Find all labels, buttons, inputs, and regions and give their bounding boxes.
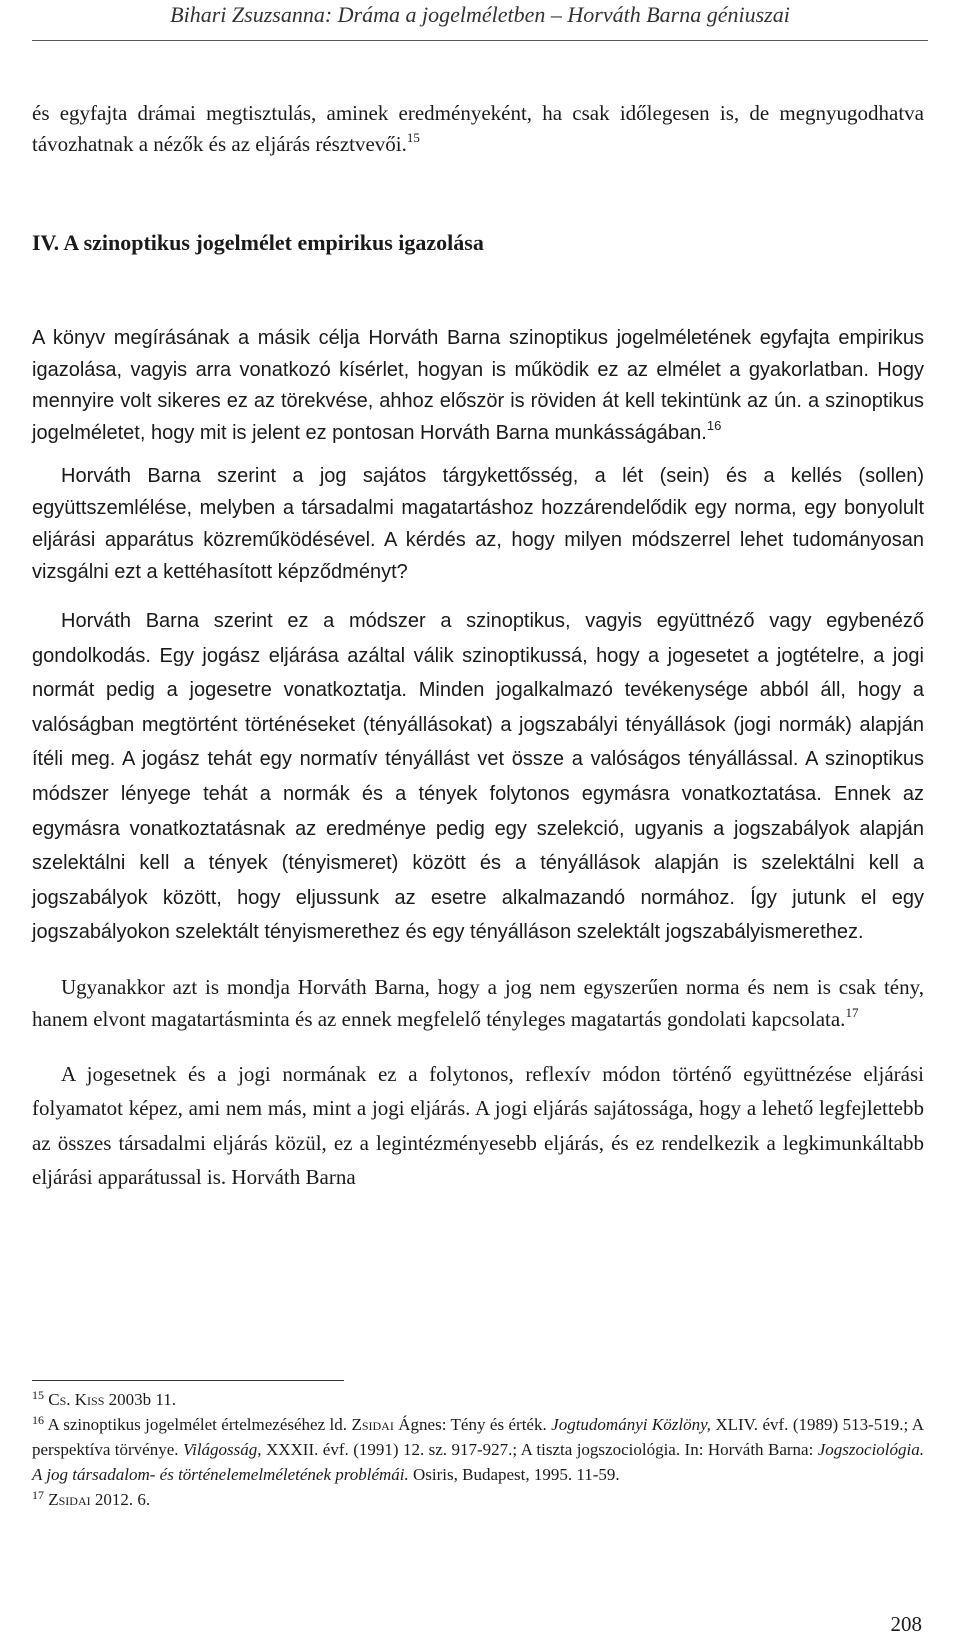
section-heading: IV. A szinoptikus jogelmélet empirikus igazolása bbox=[32, 230, 484, 255]
paragraph-4-text: Ugyanakkor azt is mondja Horváth Barna, hogy a jog nem egyszerűen norma és nem is csak tény, hanem elvont magatartásminta és az ennek megfelelő tényleges magatartás gondolati kapcsolata. bbox=[32, 974, 924, 1031]
paragraph-4 bbox=[32, 971, 924, 1035]
book-title: Jogszociológia. A jog társadalom- és történelemelméletének problémái. bbox=[32, 1440, 924, 1484]
journal-title: Világosság, bbox=[182, 1440, 262, 1459]
paragraph-3: Horváth Barna szerint ez a módszer a szinoptikus, vagyis együttnéző vagy egybenéző gondolkodás. Egy jogász eljárása azáltal válik szinoptikussá, hogy a jogesetet a jogtételre, a jogi normát pedig a jogesetre vonatkoztatja. Minden jogalkalmazó tevékenysége abból áll, hogy a valóságban megtörtént történéseket (tényállásokat) a jogszabályi tényállások (jogi normák) alapján ítéli meg. A jogász tehát egy normatív tényállást vet össze a valóságos tényállással. A szinoptikus módszer lényege tehát a normák és a tények folytonos egymásra vonatkoztatása. Ennek az egymásra vonatkoztatásnak az eredménye pedig egy szelekció, ugyanis a jogszabályok alapján szelektálni kell a tények (tényismeret) között és a tényállások alapján is szelektálni kell a jogszabályok között, hogy eljussunk az esetre alkalmazandó normához. Így jutunk el egy jogszabályokon szelektált tényismerethez és egy tényálláson szelektált jogszabályismerethez. bbox=[32, 610, 924, 944]
footnote-ref-17[interactable]: 17 bbox=[845, 1004, 859, 1020]
running-header: Bihari Zsuzsanna: Dráma a jogelméletben – Horváth Barna géniuszai bbox=[170, 2, 790, 27]
footnote-text: A szinoptikus jogelmélet értelmezéséhez ld. bbox=[44, 1415, 352, 1434]
header-rule bbox=[32, 40, 928, 41]
main-text bbox=[32, 323, 924, 1195]
footnote-author: Zsidai bbox=[48, 1490, 91, 1509]
footnote-text: 2012. 6. bbox=[90, 1490, 151, 1509]
paragraph-1-part-b: a szinoptikus jogelméletet, hogy mit is jelent ez pontosan Horváth Barna munkásságában. bbox=[32, 390, 924, 444]
paragraph-1-part-a: A könyv megírásának a másik célja Horváth Barna szinoptikus jogelméletének egyfajta empirikus igazolása, vagyis arra vonatkozó kísérlet, hogyan is működik ez az elmélet a gyakorlatban. Hogy mennyire volt sikeres ez az törekvése, ahhoz először is röviden át kell tekintünk az ún. bbox=[32, 327, 924, 412]
intro-text: és egyfajta drámai megtisztulás, aminek eredményeként, ha csak időlegesen is, de megnyugodhatva távozhatnak a nézők és az eljárás résztvevői. bbox=[32, 101, 924, 156]
footnote-rule bbox=[32, 1380, 344, 1381]
intro-paragraph bbox=[32, 98, 924, 160]
paragraph-5: A jogesetnek és a jogi normának ez a folytonos, reflexív módon történő együttnézése eljárási folyamatot képez, ami nem más, mint a jogi eljárás. A jogi eljárás sajátossága, hogy a lehető legfejlettebb az összes társadalmi eljárás közül, ez a legintézményesebb eljárás, és ez rendelkezik a legkimunkáltabb eljárási apparátussal is. Horváth Barna bbox=[32, 1061, 924, 1190]
footnote-ref-16[interactable]: 16 bbox=[706, 417, 722, 433]
footnote-text: Ágnes: Tény és érték. bbox=[393, 1415, 552, 1434]
page-number: 208 bbox=[890, 1612, 922, 1636]
footnote-author: Cs. Kiss bbox=[48, 1390, 105, 1409]
footnote-text: 2003b 11. bbox=[104, 1390, 177, 1409]
footnote-number: 16 bbox=[32, 1413, 44, 1427]
paragraph-1 bbox=[32, 323, 924, 449]
footnote-text: Osiris, Budapest, 1995. 11-59. bbox=[408, 1465, 620, 1484]
journal-title: Jogtudományi Közlöny, bbox=[551, 1415, 711, 1434]
footnote-ref-15[interactable]: 15 bbox=[406, 130, 420, 145]
footnote-text: XXXII. évf. (1991) 12. sz. 917-927.; A tiszta jogszociológia. In: Horváth Barna: bbox=[261, 1440, 818, 1459]
footnote-15 bbox=[32, 1387, 924, 1412]
footnote-text: XLIV. évf. (1989) 513-519.; A perspektíva törvénye. bbox=[32, 1415, 924, 1459]
footnote-number: 17 bbox=[32, 1488, 44, 1502]
footnote-16 bbox=[32, 1412, 924, 1487]
paragraph-2: Horváth Barna szerint a jog sajátos tárgykettősség, a lét (sein) és a kellés (sollen) együttszemlélése, melyben a társadalmi magatartáshoz hozzárendelődik egy norma, egy bonyolult eljárási apparátus közreműködésével. A kérdés az, hogy milyen módszerrel lehet tudományosan vizsgálni ezt a kettéhasított képződményt? bbox=[32, 465, 924, 583]
footnote-author: Zsidai bbox=[351, 1415, 394, 1434]
footnote-number: 15 bbox=[32, 1388, 44, 1402]
footnote-17 bbox=[32, 1487, 924, 1512]
footnotes bbox=[32, 1387, 924, 1512]
